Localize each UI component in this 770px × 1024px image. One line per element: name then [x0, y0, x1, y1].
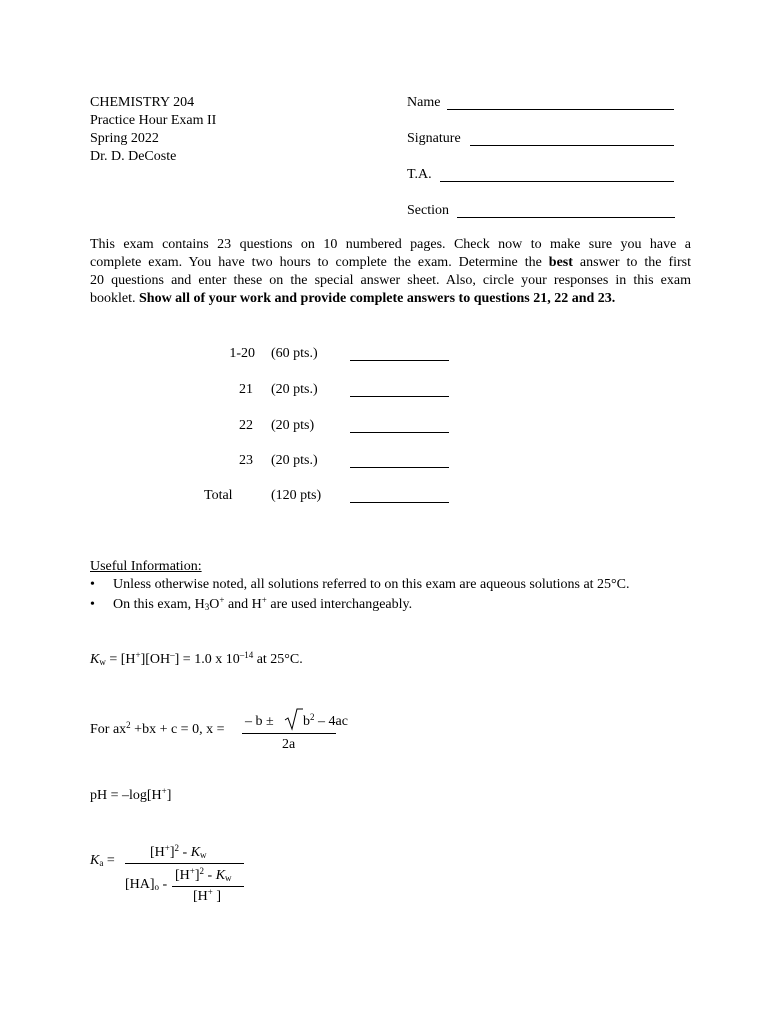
score-item: 1-20	[229, 346, 255, 361]
ta-label: T.A.	[407, 167, 432, 182]
ka-fraction-bar	[125, 863, 244, 864]
score-points: (120 pts)	[271, 488, 322, 503]
score-blank[interactable]	[350, 360, 449, 361]
useful-info-list	[90, 576, 630, 616]
score-item-total: Total	[204, 488, 233, 503]
list-item: • Unless otherwise noted, all solutions referred to on this exam are aqueous solutions at 25°C.	[90, 577, 630, 592]
score-points: (20 pts.)	[271, 453, 318, 468]
ka-label: $K_a$ =	[90, 853, 115, 868]
kw-equation: $K_w = [H^+][OH^-] = 1.0$ x $10^{-14}$ at 25°C.	[90, 650, 303, 667]
score-blank[interactable]	[350, 467, 449, 468]
score-item: 21	[239, 382, 253, 397]
ka-inner-denominator: [H+ ]	[193, 887, 222, 904]
score-blank[interactable]	[350, 432, 449, 433]
ka-inner-numerator: $[H^+]^2 - K_w$	[175, 866, 232, 883]
useful-info-heading: Useful Information:	[90, 559, 202, 574]
exam-name: Practice Hour Exam II	[90, 113, 217, 128]
quadratic-numerator-sign: – b ±	[245, 714, 274, 729]
ta-field[interactable]	[440, 181, 674, 182]
instructor: Dr. D. DeCoste	[90, 149, 177, 164]
instructions-line: This exam contains 23 questions on 10 numbered pages. Check now to make sure you have a	[90, 237, 691, 252]
signature-field[interactable]	[470, 145, 674, 146]
score-points: (20 pts)	[271, 418, 315, 433]
instructions-line: complete exam. You have two hours to complete the exam. Determine the best answer to the first	[90, 255, 691, 270]
quadratic-label: For $ax^2 +bx + c = 0$, x =	[90, 720, 225, 737]
score-blank[interactable]	[350, 396, 449, 397]
ka-numerator: $[H^+]^2 - K_w$	[150, 843, 207, 860]
name-field[interactable]	[447, 109, 674, 110]
bullet-icon: •	[90, 577, 95, 592]
bullet-icon: •	[90, 597, 95, 612]
signature-label: Signature	[407, 131, 461, 146]
name-label: Name	[407, 95, 441, 110]
score-item: 23	[239, 453, 253, 468]
ph-equation: pH = –log[H+]	[90, 786, 172, 803]
section-label: Section	[407, 203, 449, 218]
section-field[interactable]	[457, 217, 675, 218]
quadratic-fraction-bar	[242, 733, 336, 734]
instructions-line: 20 questions and enter these on the special answer sheet. Also, circle your responses in this exam	[90, 273, 691, 288]
quadratic-radicand: $b^2 - 4ac$	[303, 712, 348, 729]
radical-sign-icon	[284, 707, 304, 731]
score-item: 22	[239, 418, 253, 433]
course-title: CHEMISTRY 204	[90, 95, 195, 110]
score-blank[interactable]	[350, 502, 449, 503]
score-points: (20 pts.)	[271, 382, 318, 397]
quadratic-denominator: 2a	[282, 737, 296, 752]
score-points: (60 pts.)	[271, 346, 318, 361]
ka-denominator: $[HA]_o$ -	[125, 877, 168, 892]
term: Spring 2022	[90, 131, 159, 146]
instructions-line: booklet. Show all of your work and provide complete answers to questions 21, 22 and 23.	[90, 291, 616, 306]
list-item: • On this exam, $H_3O^+$ and H+ are used interchangeably.	[90, 595, 413, 612]
instructions-paragraph	[90, 236, 691, 308]
